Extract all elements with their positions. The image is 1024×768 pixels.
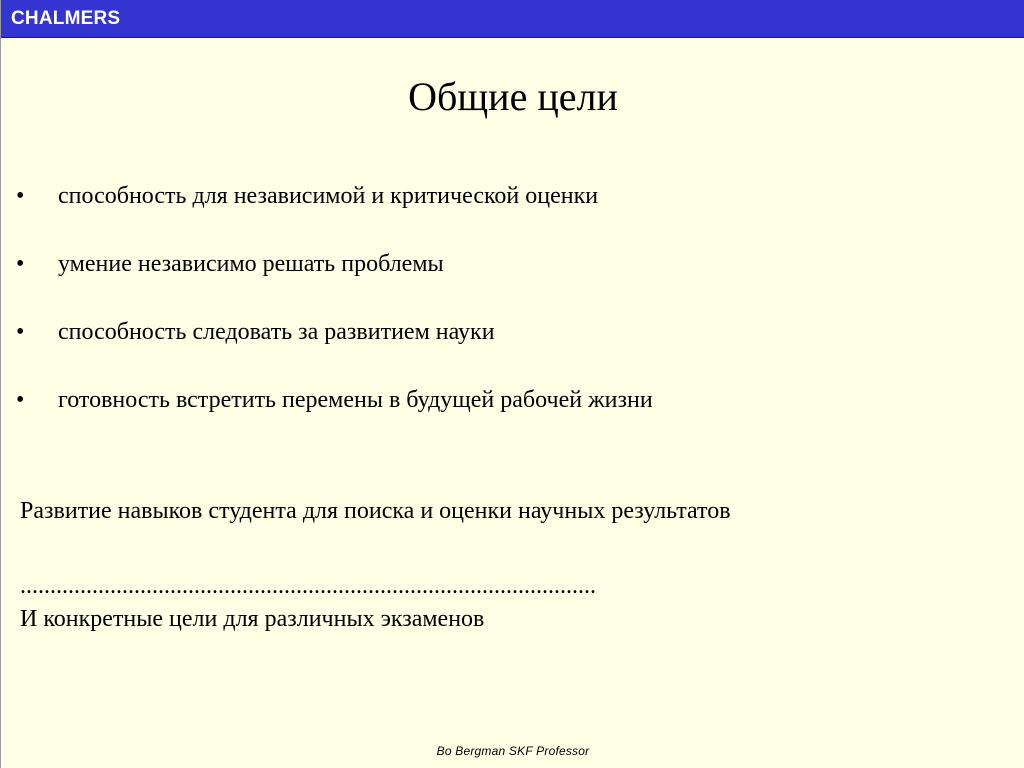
bullet-icon: •	[16, 183, 25, 209]
bullet-list	[1, 178, 1024, 450]
bullet-text: готовность встретить перемены в будущей рабочей жизни	[58, 387, 653, 413]
bullet-icon: •	[16, 387, 25, 413]
bullet-text: способность следовать за развитием науки	[58, 319, 495, 345]
header-bar	[1, 0, 1024, 38]
footer-author: Bo Bergman SKF Professor	[436, 744, 590, 758]
bullet-text: умение независимо решать проблемы	[58, 251, 444, 277]
bullet-item	[1, 314, 1024, 382]
bullet-icon: •	[16, 319, 25, 345]
bullet-item	[1, 246, 1024, 314]
summary-paragraph: Развитие навыков студента для поиска и оценки научных результатов	[20, 498, 731, 524]
slide-title: Общие цели	[408, 74, 618, 119]
bullet-text: способность для независимой и критической оценки	[58, 183, 599, 209]
bullet-item	[1, 178, 1024, 246]
closing-line: И конкретные цели для различных экзаменов	[20, 606, 485, 632]
dotted-separator: ................................................................................................	[20, 573, 596, 599]
bullet-item	[1, 382, 1024, 450]
bullet-icon: •	[16, 251, 25, 277]
brand-label: CHALMERS	[11, 8, 121, 29]
